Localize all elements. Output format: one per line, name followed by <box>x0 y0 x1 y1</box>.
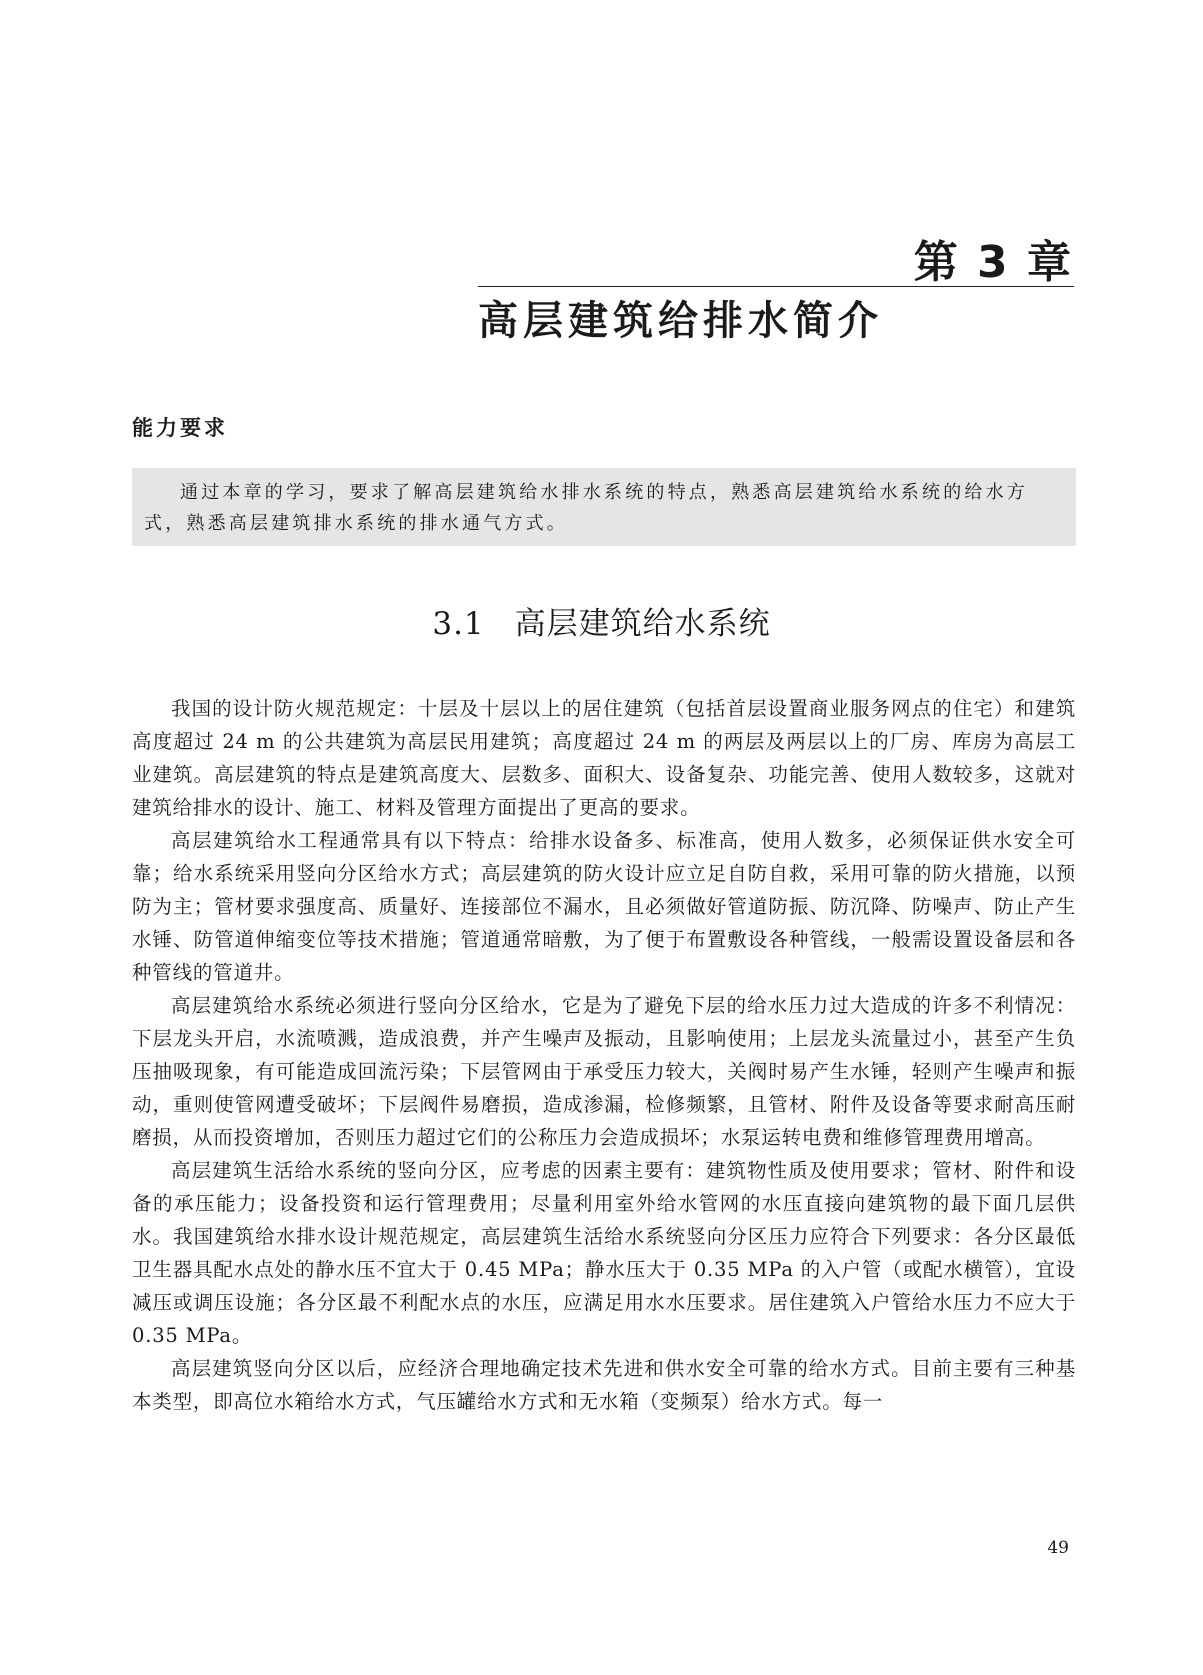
paragraph: 高层建筑生活给水系统的竖向分区，应考虑的因素主要有：建筑物性质及使用要求；管材、附件和设备的承压能力；设备投资和运行管理费用；尽量利用室外给水管网的水压直接向建筑物的最下面几层供水。我国建筑给水排水设计规范规定，高层建筑生活给水系统竖向分区压力应符合下列要求：各分区最低卫生器具配水点处的静水压不宜大于 0.45 MPa；静水压大于 0.35 MPa 的入户管（或配水横管），宜设减压或调压设施；各分区最不利配水点的水压，应满足用水水压要求。居住建筑入户管给水压力不应大于 0.35 MPa。 <box>132 1159 1076 1347</box>
section-number: 3.1 <box>432 606 485 642</box>
paragraph: 高层建筑给水系统必须进行竖向分区给水，它是为了避免下层的给水压力过大造成的许多不利情况：下层龙头开启，水流喷溅，造成浪费，并产生噪声及振动，且影响使用；上层龙头流量过小，甚至产生负压抽吸现象，有可能造成回流污染；下层管网由于承受压力较大，关阀时易产生水锤，轻则产生噪声和振动，重则使管网遭受破坏；下层阀件易磨损，造成渗漏，检修频繁，且管材、附件及设备等要求耐高压耐磨损，从而投资增加，否则压力超过它们的公称压力会造成损坏；水泵运转电费和维修管理费用增高。 <box>132 994 1076 1149</box>
chapter-title: 高层建筑给排水简介 <box>478 298 883 344</box>
requirements-text: 通过本章的学习，要求了解高层建筑给水排水系统的特点，熟悉高层建筑给水系统的给水方式，熟悉高层建筑排水系统的排水通气方式。 <box>144 482 1028 534</box>
paragraph: 我国的设计防火规范规定：十层及十层以上的居住建筑（包括首层设置商业服务网点的住宅）和建筑高度超过 24 m 的公共建筑为高层民用建筑；高度超过 24 m 的两层及两层以上的厂房、库房为高层工业建筑。高层建筑的特点是建筑高度大、层数多、面积大、设备复杂、功能完善、使用人数较多，这就对建筑给排水的设计、施工、材料及管理方面提出了更高的要求。 <box>132 697 1076 819</box>
section-title: 高层建筑给水系统 <box>514 606 771 642</box>
section-heading <box>0 604 1203 644</box>
paragraph: 高层建筑给水工程通常具有以下特点：给排水设备多、标准高，使用人数多，必须保证供水安全可靠；给水系统采用竖向分区给水方式；高层建筑的防火设计应立足自防自救，采用可靠的防火措施，以预防为主；管材要求强度高、质量好、连接部位不漏水，且必须做好管道防振、防沉降、防噪声、防止产生水锤、防管道伸缩变位等技术措施；管道通常暗敷，为了便于布置敷设各种管线，一般需设置设备层和各种管线的管道井。 <box>132 829 1076 984</box>
page-number: 49 <box>1047 1538 1069 1558</box>
body-text <box>132 692 1076 1418</box>
paragraph: 高层建筑竖向分区以后，应经济合理地确定技术先进和供水安全可靠的给水方式。目前主要有三种基本类型，即高位水箱给水方式，气压罐给水方式和无水箱（变频泵）给水方式。每一 <box>132 1357 1076 1413</box>
chapter-number: 第 3 章 <box>913 237 1073 288</box>
requirements-heading: 能力要求 <box>132 416 228 440</box>
chapter-title-rule <box>478 286 1074 287</box>
requirements-box <box>132 468 1076 546</box>
